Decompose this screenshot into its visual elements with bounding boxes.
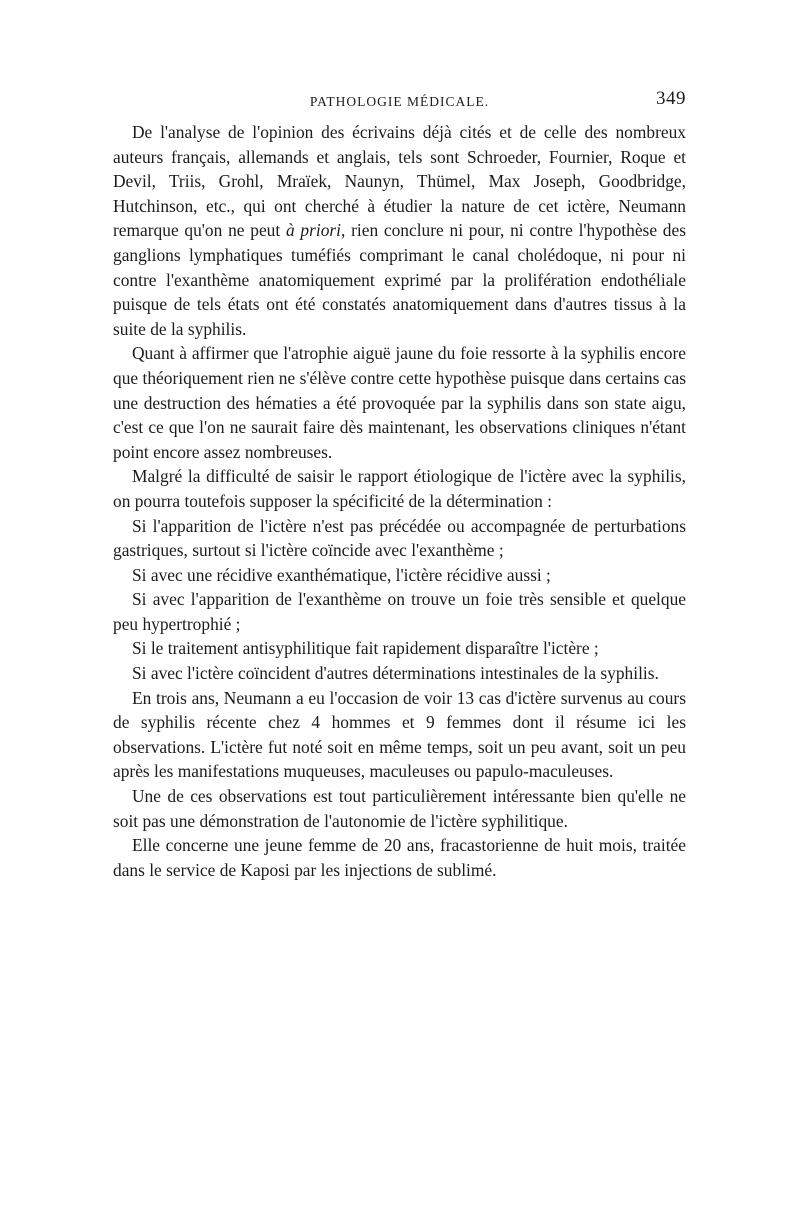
paragraph-1-text: De l'analyse de l'opinion des écrivains déjà cités et de celle des nombreux auteurs français, allemands et anglais, tels sont Schroeder, Fournier, Roque et Devil, Triis, Grohl, Mraïek, Naunyn, Thümel, Max Joseph, Goodbridge, Hutchinson, etc., qui ont cherché à étudier la nature de cet ictère, Neumann remarque qu'on ne peut: [113, 122, 686, 241]
paragraph-5: Si avec une récidive exanthématique, l'ictère récidive aussi ;: [132, 564, 551, 585]
paragraph-8: Si avec l'ictère coïncident d'autres déterminations intestinales de la syphilis.: [132, 663, 659, 684]
emphasis-a-priori: à priori: [285, 220, 341, 241]
paragraph-4: Si l'apparition de l'ictère n'est pas précédée ou accompagnée de perturbations gastriques, surtout si l'ictère coïncide avec l'exanthème ;: [113, 515, 686, 561]
book-page: [113, 88, 686, 882]
paragraph-10: Une de ces observations est tout particulièrement intéressante bien qu'elle ne soit pas une démonstration de l'autonomie de l'ictère syphilitique.: [113, 786, 686, 831]
page-header: [113, 88, 686, 118]
paragraph-9: En trois ans, Neumann a eu l'occasion de voir 13 cas d'ictère survenus au cours de syphilis récente chez 4 hommes et 9 femmes dont il résume ici les observations. L'ictère fut noté soit en même temps, soit un peu avant, soit un peu après les manifestations muqueuses, maculeuses ou papulo-maculeuses.: [113, 687, 686, 782]
paragraph-1-text-end: , rien conclure ni pour, ni contre l'hypothèse des ganglions lymphatiques tuméfiés comprimant le canal cholédoque, ni pour ni contre l'exanthème anatomiquement exprimé par la prolifération endothéliale puisque de tels états ont été constatés anatomiquement dans d'autres tissus à la suite de la syphilis.: [113, 220, 686, 339]
paragraph-7: Si le traitement antisyphilitique fait rapidement disparaître l'ictère ;: [132, 638, 599, 659]
paragraph-2: Quant à affirmer que l'atrophie aiguë jaune du foie ressorte à la syphilis encore que théoriquement rien ne s'élève contre cette hypothèse puisque dans certains cas une destruction des hématies a été provoquée par la syphilis dans son state aigu, c'est ce que l'on ne saurait faire dès maintenant, les observations cliniques n'étant point encore assez nombreuses.: [113, 343, 686, 462]
body-text: [113, 120, 686, 882]
paragraph-6: Si avec l'apparition de l'exanthème on trouve un foie très sensible et quelque peu hypertrophié ;: [113, 589, 686, 634]
paragraph-11: Elle concerne une jeune femme de 20 ans, fracastorienne de huit mois, traitée dans le service de Kaposi par les injections de sublimé.: [113, 835, 686, 880]
paragraph-3: Malgré la difficulté de saisir le rapport étiologique de l'ictère avec la syphilis, on pourra toutefois supposer la spécificité de la détermination :: [113, 466, 686, 511]
page-number: 349: [656, 88, 686, 109]
paragraph-1: [113, 120, 686, 341]
running-title: PATHOLOGIE MÉDICALE.: [309, 94, 490, 109]
